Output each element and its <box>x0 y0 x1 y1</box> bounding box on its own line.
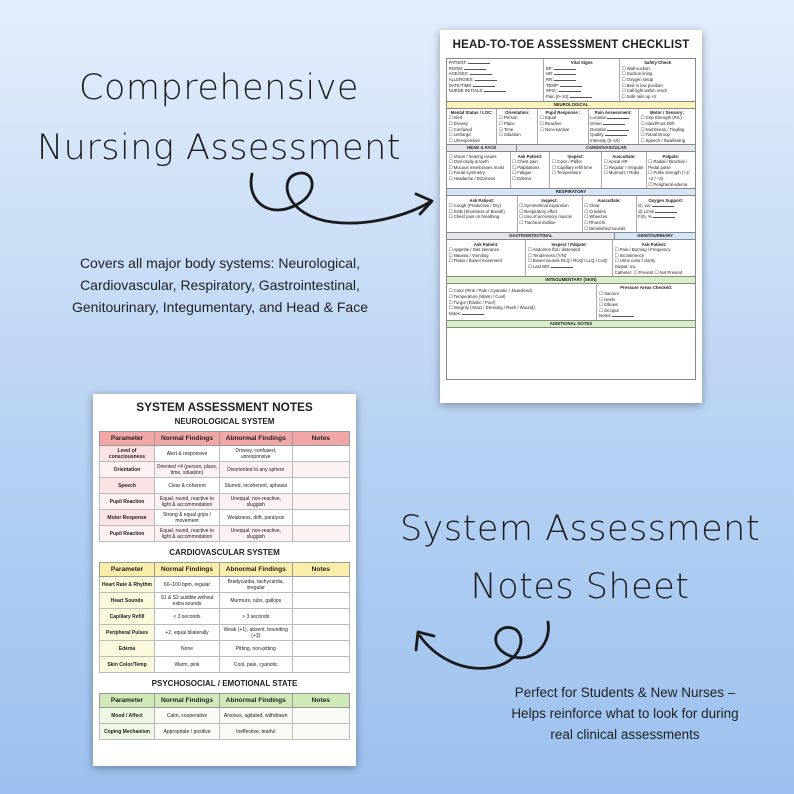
cardio-item: ☐ Fatigue <box>512 170 532 176</box>
patient-field: DATE/TIME: <box>449 83 542 89</box>
neuro-item: ☐ Numbness / Tingling <box>640 126 685 132</box>
cell-abnormal: Weak (+1), absent, bounding (+3) <box>220 625 293 641</box>
oxygen-support-header: Oxygen Support: <box>648 197 684 203</box>
cell-notes[interactable] <box>292 462 350 478</box>
cell-abnormal: Disoriented to any sphere <box>220 462 293 478</box>
resp-item: ☐ Tracheal midline <box>519 219 556 225</box>
mental-status <box>447 109 497 145</box>
cell-abnormal: Weakness, drift, paralysis <box>220 510 293 526</box>
safety-check-header: Safety Check <box>644 60 672 66</box>
neuro-item: ☐ Place <box>498 120 515 126</box>
cardio-system-title: CARDIOVASCULAR SYSTEM <box>169 548 280 557</box>
cell-normal: Equal, round, reactive to light & accommodation <box>155 494 220 510</box>
cell-parameter: Motor Response <box>100 510 155 526</box>
cell-notes[interactable] <box>292 708 350 724</box>
cell-parameter: Heart Sounds <box>100 593 155 609</box>
cell-parameter: Heart Rate & Rhythm <box>100 577 155 593</box>
table-row <box>100 708 350 724</box>
patient-field: AGE/SEX: <box>449 71 542 77</box>
section-head-face: HEAD & FACE <box>447 145 517 151</box>
headline-line: Nursing Assessment <box>37 128 401 168</box>
neuro-row <box>446 109 696 146</box>
gi-item: ☐ Flatus / Bowel movement <box>448 258 502 264</box>
motor-sensory <box>639 109 695 145</box>
table-row <box>100 510 350 526</box>
neuro-item: ☐ Alert <box>448 115 463 121</box>
patient-info <box>447 59 544 101</box>
integ-item: ☐ Sacrum <box>599 291 619 297</box>
cardio-ask <box>511 152 551 188</box>
psych-state-title: PSYCHOSOCIAL / EMOTIONAL STATE <box>151 679 298 688</box>
neuro-item: ☐ Facial Droop <box>640 132 670 138</box>
cell-normal: Equal, round, reactive to light & accommodation <box>155 526 220 542</box>
blurb-line: Perfect for Students & New Nurses – <box>514 685 736 700</box>
gi-item: ☐ Last BM: <box>528 264 611 270</box>
patient-field: NURSE INITIALS: <box>449 88 542 94</box>
cardio-item: ☐ Edema <box>512 176 531 182</box>
resp-item: ☐ Wheezes <box>584 214 608 220</box>
section-neurological: NEUROLOGICAL <box>446 102 696 109</box>
gi-item: ☐ Tenderness (Y/N) <box>527 252 567 258</box>
safety-item: ☐ Bed in low position <box>621 82 663 88</box>
cell-parameter: Coping Mechanism <box>100 724 155 740</box>
integ-item: ☐ Heels <box>599 296 616 302</box>
blurb-line: Covers all major body systems: Neurological, <box>79 255 361 271</box>
section-additional-notes: ADDITIONAL NOTES <box>446 321 696 328</box>
pain-assessment-header: Pain Assessment: <box>594 109 632 115</box>
table-row <box>100 526 350 542</box>
neuro-item: ☐ Grip Strength (R/L) <box>640 115 682 121</box>
resp-row <box>446 196 696 233</box>
cardio-item: ☐ Apical HR <box>603 159 628 165</box>
cardio-item: ☐ Temperature <box>552 170 582 176</box>
neuro-item: ☐ Hand/Foot Drift <box>640 120 675 126</box>
gu-item: Catheter: ☐ Present ☐ Not Present <box>614 269 683 275</box>
cell-parameter: Pupil Reaction <box>100 494 155 510</box>
safety-check <box>620 59 695 101</box>
table-row <box>100 577 350 593</box>
cell-normal: Warm, pink <box>155 657 220 673</box>
vital-signs-header: Vital Signs <box>570 60 593 66</box>
pressure-areas-header: Pressure Areas Checked: <box>620 285 673 291</box>
vital-item: RR: <box>546 77 618 83</box>
pain-item: Onset <box>590 121 636 127</box>
resp-auscultate-header: Auscultate: <box>597 197 621 203</box>
vital-item: TEMP: <box>546 83 618 89</box>
neuro-item: ☐ Drowsy <box>448 120 468 126</box>
neuro-item: ☐ Speech / Swallowing <box>640 137 686 143</box>
resp-item: ☐ Symmetrical expansion <box>519 203 569 209</box>
section-gastrointestinal: GASTROINTESTINAL <box>447 233 615 239</box>
oxygen-item: O₂ via: <box>638 203 693 209</box>
cell-abnormal: Slurred, incoherent, aphasia <box>220 478 293 494</box>
cell-abnormal: Bradycardia, tachycardia, irregular <box>220 577 293 593</box>
gi-gu-row <box>446 240 696 277</box>
col-abnormal: Abnormal Findings <box>220 432 293 446</box>
cell-notes[interactable] <box>292 657 350 673</box>
resp-item: ☐ Diminished sounds <box>584 225 626 231</box>
col-normal: Normal Findings <box>155 432 220 446</box>
gu-item: Output: mL <box>614 263 636 269</box>
neuro-item: ☐ Non-reactive <box>539 126 570 132</box>
gi-item: ☐ Abdomen flat / distended <box>527 247 581 253</box>
cardio-inspect-header: Inspect: <box>567 153 584 159</box>
gi-ask-header: Ask Patient: <box>473 241 499 247</box>
col-parameter: Parameter <box>100 563 155 577</box>
oxygen-item: @ L/min <box>638 209 693 215</box>
cardio-item: ☐ Pulse strength (+1/ +2 / +3) <box>648 170 690 182</box>
cell-notes[interactable] <box>292 609 350 625</box>
neuro-item: ☐ Equal <box>539 115 556 121</box>
safety-item: ☐ Call light within reach <box>621 88 668 94</box>
pain-item: Location <box>590 115 636 121</box>
cell-parameter: Orientation <box>100 462 155 478</box>
table-row <box>100 478 350 494</box>
cardio-item: ☐ Radial / Brachial / Pedal pulse <box>648 159 688 170</box>
neuro-item: ☐ Confused <box>448 126 473 132</box>
headline-line: System Assessment <box>399 509 761 549</box>
resp-item: ☐ Use of accessory muscle <box>519 214 572 220</box>
integ-skin <box>447 284 597 320</box>
cardio-item: ☐ Regular / Irregular <box>603 164 644 170</box>
curly-arrow-right-icon <box>240 152 440 244</box>
orientation-header: Orientation: <box>505 109 530 115</box>
headline-line: Comprehensive <box>79 68 359 108</box>
cell-abnormal: Anxious, agitated, withdrawn <box>220 708 293 724</box>
cardio-auscultate <box>602 152 647 188</box>
blurb-line: Cardiovascular, Respiratory, Gastrointestinal, <box>80 277 360 293</box>
gu-ask <box>613 240 695 276</box>
section-cardiovascular: CARDIOVASCULAR <box>517 145 695 151</box>
psych-table-body <box>100 708 350 740</box>
cell-normal: Oriented ×4 (person, place, time, situation) <box>155 462 220 478</box>
checklist-title: HEAD-TO-TOE ASSESSMENT CHECKLIST <box>452 39 690 51</box>
safety-item: ☐ Wall suction <box>621 65 650 71</box>
pupil-response <box>538 109 588 145</box>
cardio-ask-header: Ask Patient: <box>517 153 543 159</box>
notes-sheet-title: SYSTEM ASSESSMENT NOTES <box>136 400 313 414</box>
gi-item: ☐ Nausea / Vomiting <box>448 252 489 258</box>
table-row <box>100 724 350 740</box>
cell-parameter: Peripheral Pulses <box>100 625 155 641</box>
cell-normal: +2, equal bilaterally <box>155 625 220 641</box>
neuro-item: ☐ Situation <box>498 132 521 138</box>
motor-sensory-header: Motor / Sensory: <box>649 109 684 115</box>
resp-item: ☐ Respiratory effort <box>519 208 558 214</box>
blurb-line: Helps reinforce what to look for during <box>511 706 739 721</box>
cell-normal: 60–100 bpm, regular <box>155 577 220 593</box>
cell-normal: Appropriate / positive <box>155 724 220 740</box>
table-row <box>100 494 350 510</box>
neuro-item: ☐ Time <box>498 126 514 132</box>
cell-notes[interactable] <box>292 641 350 657</box>
gu-item: ☐ Pain / Burning / Frequency <box>614 247 671 253</box>
checklist-sheet <box>440 30 702 403</box>
cell-abnormal: Pitting, non-pitting <box>220 641 293 657</box>
headline-system-assessment-notes <box>374 500 786 616</box>
integ-item: Notes: <box>449 311 595 317</box>
cell-notes[interactable] <box>292 510 350 526</box>
cell-notes[interactable] <box>292 577 350 593</box>
cardio-item: ☐ Peripheral edema <box>648 181 688 187</box>
resp-item: ☐ Chest pain on breathing <box>448 214 500 220</box>
notes-sheet <box>93 394 356 766</box>
cardio-item: ☐ Murmurs / Rubs <box>603 170 640 176</box>
safety-item: ☐ Side rails up ×2 <box>621 93 657 99</box>
cell-abnormal: Murmurs, rubs, gallops <box>220 593 293 609</box>
gu-ask-header: Ask Patient: <box>641 241 667 247</box>
col-notes: Notes <box>292 563 350 577</box>
cell-notes[interactable] <box>292 593 350 609</box>
safety-item: ☐ Suction lining <box>621 71 653 77</box>
cell-normal: S1 & S2 audible without extra sounds <box>155 593 220 609</box>
resp-item: ☐ Rhonchi <box>584 219 605 225</box>
table-row <box>100 609 350 625</box>
col-notes: Notes <box>292 694 350 708</box>
vital-signs <box>544 59 620 101</box>
head-cardio-labels <box>446 145 696 152</box>
cardio-item: ☐ Capillary refill time <box>552 164 593 170</box>
cell-parameter: Edema <box>100 641 155 657</box>
psych-table <box>99 693 350 740</box>
integ-item: ☐ Temperature (Warm / Cool) <box>448 294 506 300</box>
blurb-line: real clinical assessments <box>550 727 700 742</box>
cell-abnormal: Ineffective, tearful <box>220 724 293 740</box>
patient-field: PATIENT: <box>449 60 542 66</box>
integ-item: Notes: <box>599 313 693 319</box>
cell-parameter: Capillary Refill <box>100 609 155 625</box>
integ-item: ☐ Turgor (Elastic / Poor) <box>448 299 496 305</box>
gi-gu-labels <box>446 233 696 240</box>
vital-item: HR: <box>546 71 618 77</box>
neuro-table-body <box>100 446 350 542</box>
integ-item: ☐ Integrity (Intact / Dressing / Rash / Wound) <box>448 305 535 311</box>
cell-parameter: Mood / Affect <box>100 708 155 724</box>
cardio-item: ☐ Palpitations <box>512 164 540 170</box>
integ-item: ☐ Color (Pink / Pale / Cyanotic / Jaundiced) <box>448 288 532 294</box>
additional-notes-area <box>446 328 696 380</box>
resp-auscultate <box>583 196 637 232</box>
vital-item: BP: <box>546 66 618 72</box>
pressure-areas <box>597 284 695 320</box>
col-normal: Normal Findings <box>155 563 220 577</box>
cardio-item: ☐ Color / Pallor <box>552 159 582 165</box>
cardio-item: ☐ Chest pain <box>512 159 538 165</box>
pain-assessment <box>589 109 639 145</box>
table-row <box>100 462 350 478</box>
cardio-palpate-header: Palpate: <box>662 153 680 159</box>
neuro-item: ☐ Unresponsive <box>448 137 480 143</box>
cell-notes[interactable] <box>292 446 350 462</box>
neuro-system-title: NEUROLOGICAL SYSTEM <box>174 417 275 426</box>
gu-item: ☐ Urine color / clarity <box>614 258 656 264</box>
blurb-line: Genitourinary, Integumentary, and Head & Face <box>72 299 368 315</box>
cardio-palpate <box>647 152 695 188</box>
gi-ask <box>447 240 526 276</box>
pain-item: Quality <box>590 132 636 138</box>
headline-line: Notes Sheet <box>470 567 690 607</box>
col-abnormal: Abnormal Findings <box>220 563 293 577</box>
patient-field: ALLERGIES: <box>449 77 542 83</box>
head-face <box>447 152 511 188</box>
resp-item: ☐ Crackles <box>584 208 606 214</box>
orientation <box>497 109 538 145</box>
cell-notes[interactable] <box>292 625 350 641</box>
cell-parameter: Speech <box>100 478 155 494</box>
oxygen-support <box>637 196 695 232</box>
neuro-item: ☐ Person <box>498 115 518 121</box>
pupil-response-header: Pupil Response : <box>545 109 581 115</box>
safety-item: ☐ Oxygen setup <box>621 76 654 82</box>
vital-item: SPO₂: <box>546 88 618 94</box>
patient-field: ROOM: <box>449 66 542 72</box>
col-parameter: Parameter <box>100 694 155 708</box>
cardio-inspect <box>550 152 602 188</box>
cardio-table-body <box>100 577 350 673</box>
resp-inspect-header: Inspect: <box>541 197 558 203</box>
cell-normal: None <box>155 641 220 657</box>
head-item: ☐ Oral cavity & teeth <box>448 159 489 165</box>
patient-vitals-safety-row <box>446 58 696 102</box>
section-integumentary: INTEGUMENTARY (SKIN) <box>446 277 696 284</box>
pain-item: Duration <box>590 127 636 133</box>
col-normal: Normal Findings <box>155 694 220 708</box>
resp-item: ☐ SOB (Shortness of Breath) <box>448 208 505 214</box>
head-item: ☐ Facial symmetry <box>448 170 485 176</box>
cell-abnormal: Drowsy, confused, unresponsive <box>220 446 293 462</box>
resp-inspect <box>518 196 583 232</box>
curly-arrow-left-icon <box>408 606 558 684</box>
blurb-body-systems <box>40 252 400 318</box>
cell-parameter: Skin Color/Temp <box>100 657 155 673</box>
head-item: ☐ Vision / hearing issues <box>448 153 497 159</box>
cell-abnormal: Unequal, non-reactive, sluggish <box>220 494 293 510</box>
cell-abnormal: Cool, pale, cyanotic <box>220 657 293 673</box>
integ-item: ☐ Occiput <box>599 307 619 313</box>
head-item: ☐ Headache / Dizziness <box>448 176 496 182</box>
cell-notes[interactable] <box>292 526 350 542</box>
gi-inspect-header: Inspect / Palpate: <box>551 241 587 247</box>
cell-parameter: Pupil Reaction <box>100 526 155 542</box>
resp-item: ☐ Cough (Productive / Dry) <box>448 203 501 209</box>
head-item: ☐ Mucous membranes moist <box>448 164 505 170</box>
col-notes: Notes <box>292 432 350 446</box>
cell-normal: Alert & responsive <box>155 446 220 462</box>
resp-item: ☐ Clear <box>584 203 600 209</box>
cell-parameter: Level of consciousness <box>100 446 155 462</box>
cell-normal: Strong & equal grips / movement <box>155 510 220 526</box>
cell-notes[interactable] <box>292 724 350 740</box>
gu-item: ☐ Incontinence <box>614 252 645 258</box>
resp-ask-header: Ask Patient: <box>469 197 495 203</box>
table-row <box>100 641 350 657</box>
resp-ask <box>447 196 518 232</box>
table-row <box>100 446 350 462</box>
cell-notes[interactable] <box>292 494 350 510</box>
cardio-auscultate-header: Auscultate: <box>612 153 636 159</box>
pain-item: Intensity (0–10) <box>590 137 620 143</box>
oxygen-item: FiO₂ % <box>638 214 693 220</box>
gi-inspect <box>526 240 613 276</box>
gi-item: ☐ Appetite / Diet tolerance <box>448 247 500 253</box>
cell-normal: Calm, cooperative <box>155 708 220 724</box>
integ-row <box>446 284 696 321</box>
section-respiratory: RESPIRATORY <box>446 189 696 196</box>
integ-item: ☐ Elbows <box>599 302 618 308</box>
gi-item: ☐ Bowel sounds RLQ / RUQ / LLQ / LUQ <box>527 258 607 264</box>
table-row <box>100 593 350 609</box>
cell-notes[interactable] <box>292 478 350 494</box>
neuro-table <box>99 431 350 542</box>
cell-abnormal: Unequal, non-reactive, sluggish <box>220 526 293 542</box>
col-parameter: Parameter <box>100 432 155 446</box>
cell-abnormal: > 3 seconds <box>220 609 293 625</box>
section-genitourinary: GENITOURINARY <box>615 233 695 239</box>
mental-status-header: Mental Status / LOC: <box>450 109 493 115</box>
neuro-item: ☐ Lethargic <box>448 132 472 138</box>
table-row <box>100 625 350 641</box>
cell-normal: < 3 seconds <box>155 609 220 625</box>
blurb-students <box>470 682 780 745</box>
head-cardio-row <box>446 152 696 189</box>
cell-normal: Clear & coherent <box>155 478 220 494</box>
cardio-table <box>99 562 350 673</box>
col-abnormal: Abnormal Findings <box>220 694 293 708</box>
neuro-item: ☐ Reactive <box>539 120 562 126</box>
vital-item: Pain (0–10): <box>546 94 618 100</box>
table-row <box>100 657 350 673</box>
